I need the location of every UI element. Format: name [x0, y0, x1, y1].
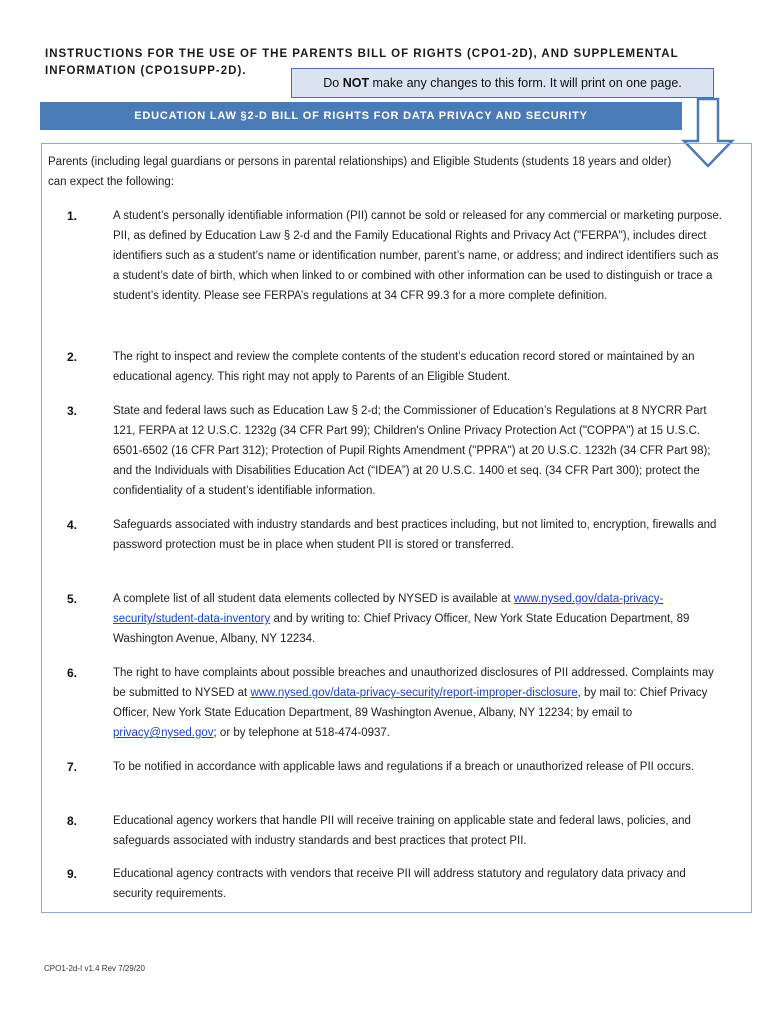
item-text: A student’s personally identifiable information (PII) cannot be sold or released for any commercial or marketing purpose. PII, as defined by Education Law § 2-d and the Family Educational Rights and Privacy Act ("FERPA"), includes direct identifiers such as a student’s name or identification number, parent’s name, or address; and indirect identifiers such as a student’s date of birth, which when linked to or combined with other information can be used to distinguish or trace a student’s identity. Please see FERPA’s regulations at 34 CFR 99.3 for a more complete definition. — [113, 210, 722, 302]
item-text-part: , by mail to: Chief Privacy Officer, New York State Education Department, 89 Washington Avenue, Albany, NY 12234; by email to — [113, 687, 708, 719]
item-text-part: A complete list of all student data elements collected by NYSED is available at — [113, 593, 514, 605]
item-number: 8. — [67, 814, 78, 828]
item-text: State and federal laws such as Education Law § 2-d; the Commissioner of Education’s Regulations at 8 NYCRR Part 121, FERPA at 12 U.S.C. 1232g (34 CFR Part 99); Children's Online Privacy Protection Act ("COPPA") at 15 U.S.C. 6501-6502 (16 CFR Part 312); Protection of Pupil Rights Amendment ("PPRA") at 20 U.S.C. 1232h (34 CFR Part 98); and the Individuals with Disabilities Education Act (“IDEA”) at 20 U.S.C. 1400 et seq. (34 CFR Part 300); protect the confidentiality of a student’s identifiable information. — [113, 405, 711, 497]
intro-paragraph: Parents (including legal guardians or persons in parental relationships) and Eligible Students (students 18 years and older) can expect the following: — [48, 156, 672, 188]
item-number: 2. — [67, 350, 78, 364]
form-version-footer: CPO1-2d-I v1.4 Rev 7/29/20 — [44, 964, 145, 973]
do-not-edit-notice — [291, 68, 714, 98]
item-number: 7. — [67, 760, 78, 774]
item-number: 1. — [67, 209, 78, 223]
notice-emphasis: NOT — [342, 76, 370, 90]
item-number: 5. — [67, 592, 78, 606]
page-title: INSTRUCTIONS FOR THE USE OF THE PARENTS BILL OF RIGHTS (CPO1-2D), AND SUPPLEMENTAL INFORMATION (CPO1SUPP-2D). — [45, 48, 679, 77]
item-text — [113, 589, 725, 649]
section-banner: EDUCATION LAW §2-D BILL OF RIGHTS FOR DATA PRIVACY AND SECURITY — [40, 102, 682, 130]
item-number: 9. — [67, 867, 78, 881]
notice-pre: Do — [323, 76, 343, 90]
data-inventory-link[interactable]: www.nysed.gov/data-privacy-security/student-data-inventory — [113, 593, 664, 625]
item-text-part: The right to have complaints about possible breaches and unauthorized disclosures of PII addressed. Complaints may be submitted to NYSED at — [113, 667, 714, 699]
item-text — [113, 663, 725, 743]
report-disclosure-link[interactable]: www.nysed.gov/data-privacy-security/report-improper-disclosure — [250, 687, 578, 699]
item-text: The right to inspect and review the complete contents of the student’s education record stored or maintained by an educational agency. This right may not apply to Parents of an Eligible Student. — [113, 351, 695, 383]
item-number: 3. — [67, 404, 78, 418]
item-text-part: ; or by telephone at 518-474-0937. — [213, 727, 390, 739]
privacy-email-link[interactable]: privacy@nysed.gov — [113, 727, 214, 739]
item-text: Educational agency contracts with vendors that receive PII will address statutory and regulatory data privacy and security requirements. — [113, 868, 686, 900]
notice-post: make any changes to this form. It will print on one page. — [369, 76, 682, 90]
item-text-part: and by writing to: Chief Privacy Officer, New York State Education Department, 89 Washington Avenue, Albany, NY 12234. — [113, 613, 690, 645]
item-text: Safeguards associated with industry standards and best practices including, but not limited to, encryption, firewalls and password protection must be in place when student PII is stored or transferred. — [113, 519, 717, 551]
item-number: 4. — [67, 518, 78, 532]
item-text: Educational agency workers that handle PII will receive training on applicable state and federal laws, policies, and safeguards associated with industry standards and best practices that protect PII. — [113, 815, 691, 847]
item-number: 6. — [67, 666, 78, 680]
item-text: To be notified in accordance with applicable laws and regulations if a breach or unauthorized release of PII occurs. — [113, 761, 695, 773]
